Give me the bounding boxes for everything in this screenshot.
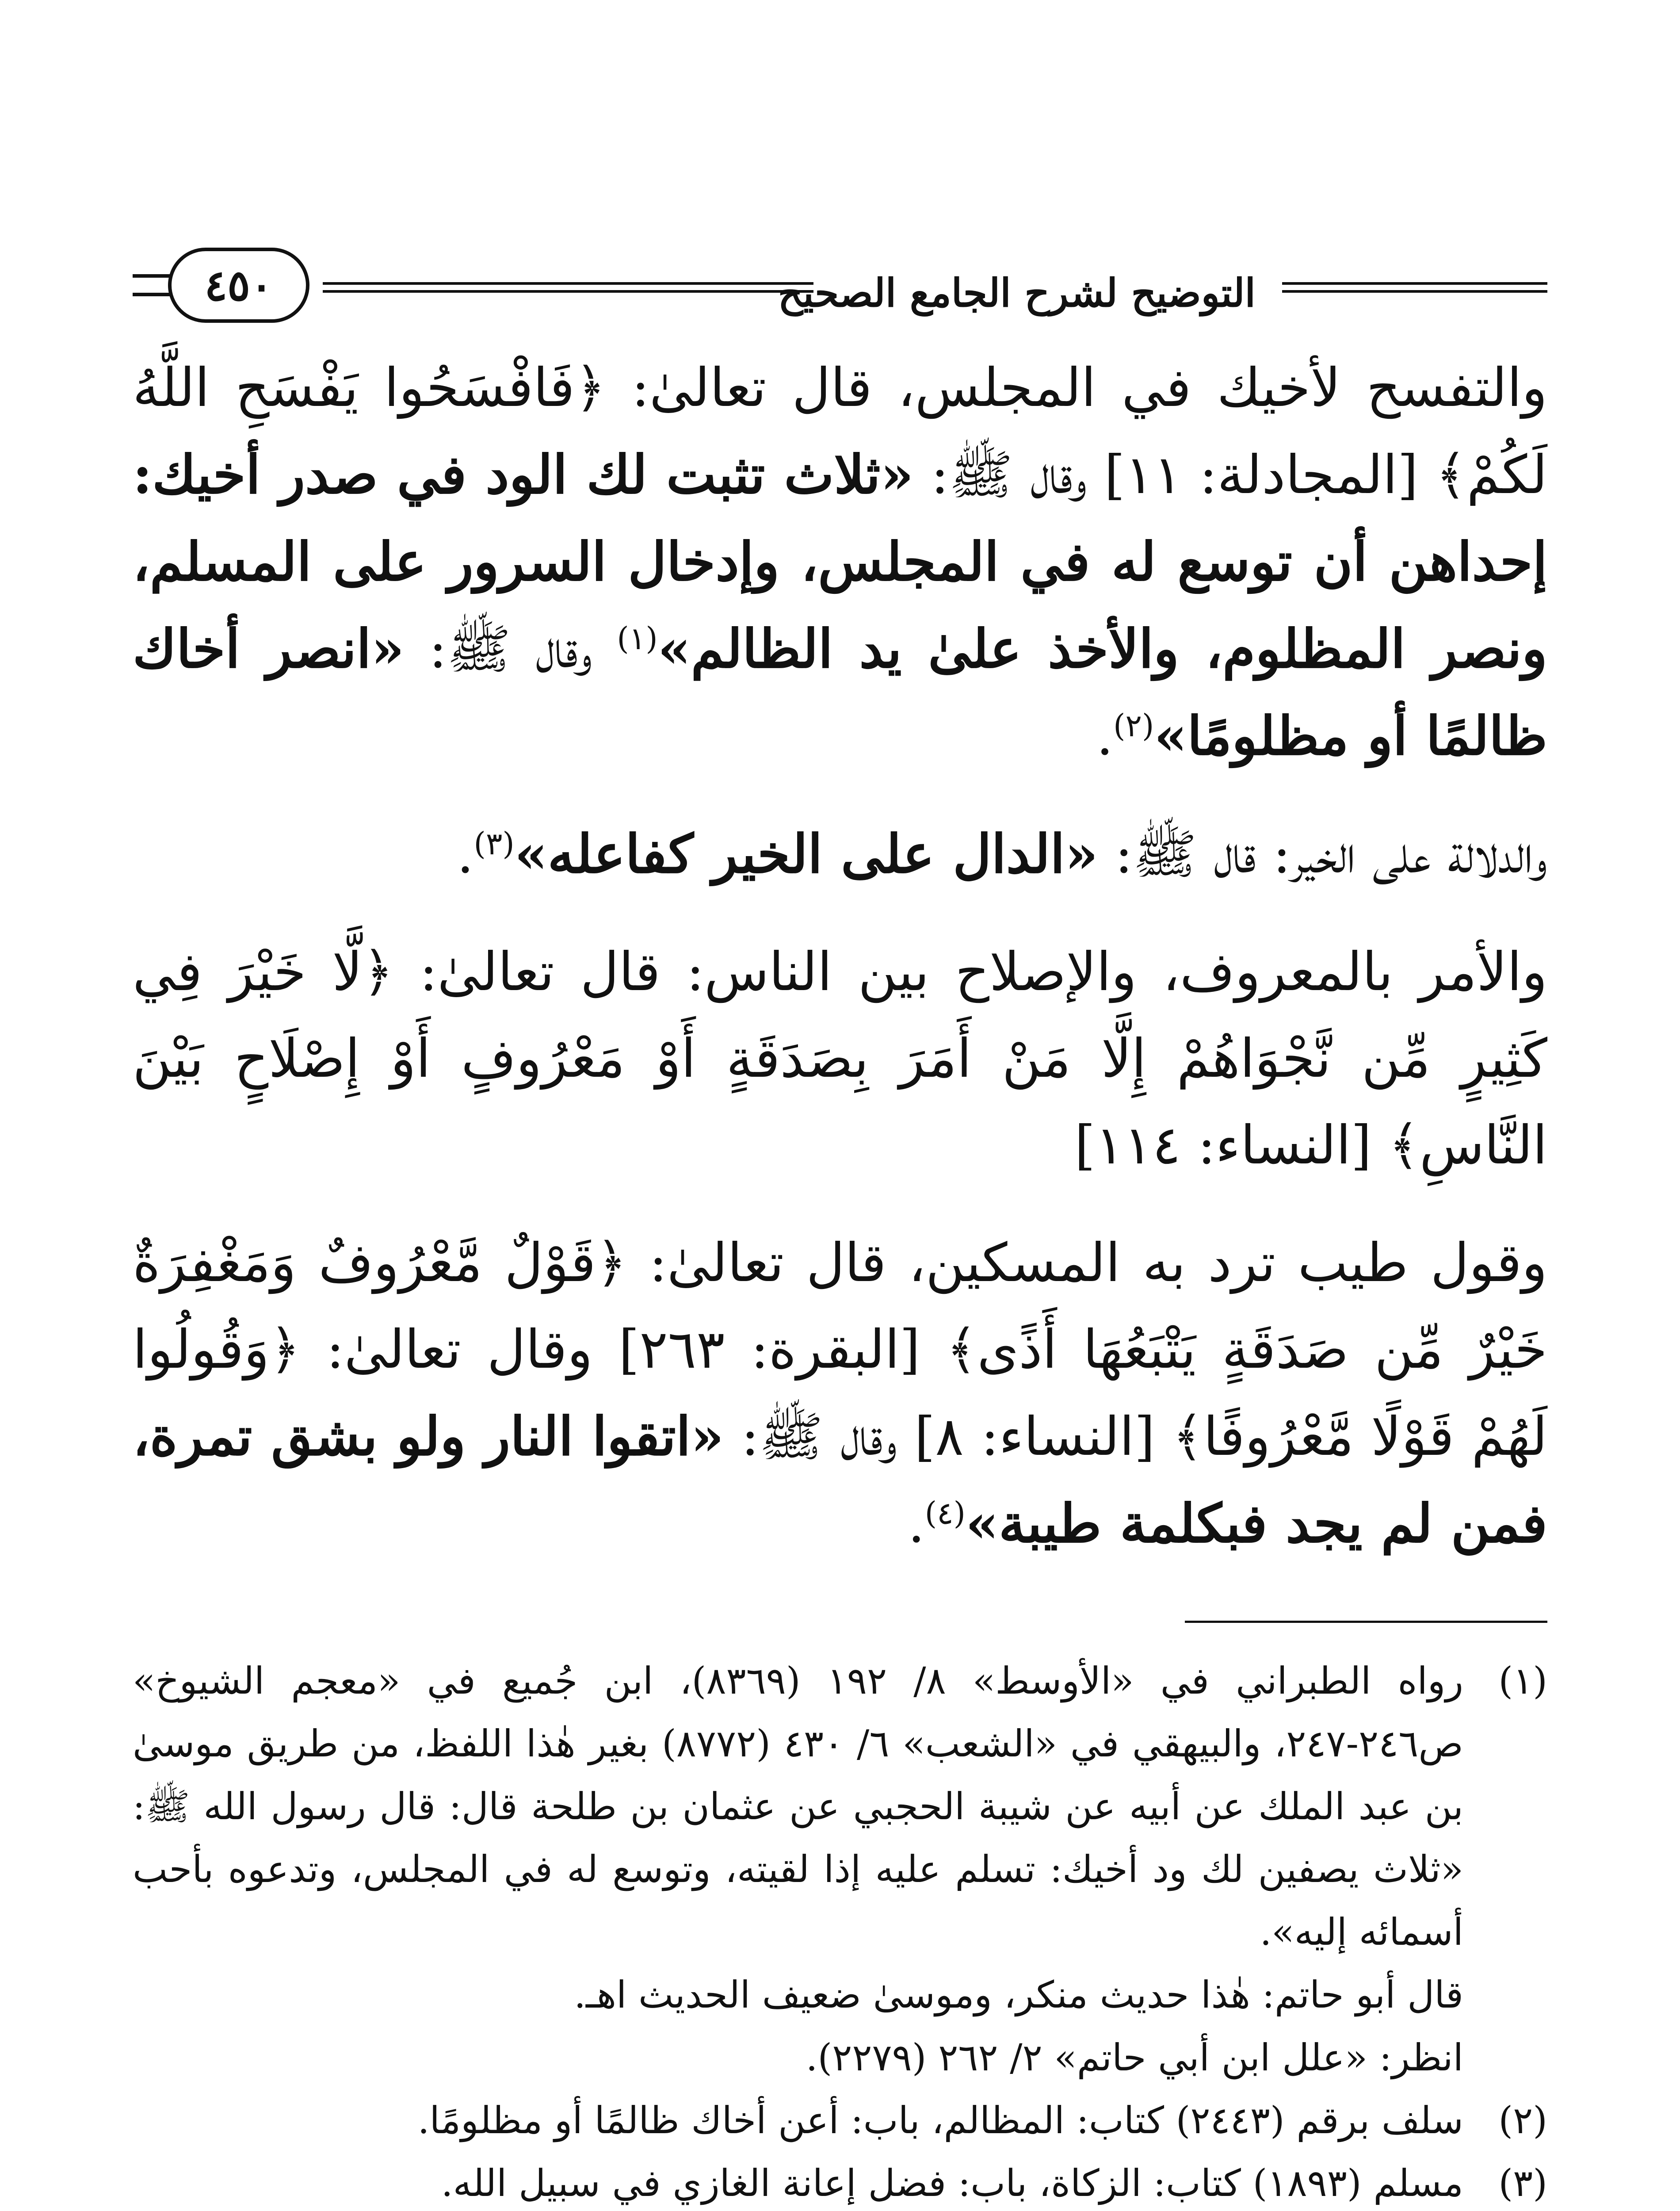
text-run: والأمر بالمعروف، والإصلاح بين الناس: قال تعالىٰ: bbox=[393, 941, 1547, 1003]
footnote bbox=[133, 2089, 1547, 2152]
hadith-text: «اتقوا النار ولو بشق تمرة، فمن لم يجد فبكلمة طيبة» bbox=[133, 1405, 1547, 1555]
paragraph-dalala bbox=[133, 811, 1547, 898]
header-rule-right bbox=[1282, 282, 1547, 293]
book-page bbox=[133, 248, 1547, 2211]
page-number: ٤٥٠ bbox=[168, 248, 309, 323]
footnote-continuation: قال أبو حاتم: هٰذا حديث منكر، وموسىٰ ضعيف الحديث اهـ. bbox=[574, 1973, 1463, 2016]
header-rule-left bbox=[323, 282, 813, 293]
text-run: وقول طيب ترد به المسكين، قال تعالىٰ: bbox=[627, 1232, 1547, 1294]
verse-reference: [النساء: ٨] وقال ﷺ: bbox=[724, 1406, 1172, 1468]
text-run: . bbox=[908, 1493, 925, 1555]
text-run: . bbox=[457, 824, 474, 885]
hadith-text: «ثلاث تثبت لك الود في صدر أخيك: إحداهن أن توسع له في المجلس، وإدخال السرور على المسلم، ونصر المظلوم، والأخذ علىٰ يد الظالم» bbox=[133, 444, 1547, 680]
verse-reference: [البقرة: ٢٦٣] وقال تعالىٰ: bbox=[300, 1319, 946, 1381]
footnote-number: (٢) bbox=[1498, 2099, 1547, 2142]
paragraph-qawl-tayyib bbox=[133, 1220, 1547, 1568]
paragraph-tafassuh bbox=[133, 345, 1547, 780]
running-title: التوضيح لشرح الجامع الصحيح bbox=[778, 270, 1256, 316]
quran-verse: ﴿وَقُولُوا لَهُمْ قَوْلًا مَّعْرُوفًا﴾ bbox=[133, 1319, 1548, 1468]
footnote-marker: (٢) bbox=[1113, 708, 1154, 744]
page-header bbox=[133, 248, 1547, 345]
footnote-separator bbox=[1185, 1621, 1547, 1623]
footnote-marker: (١) bbox=[617, 620, 658, 657]
quran-verse: ﴿قَوْلٌ مَّعْرُوفٌ وَمَغْفِرَةٌ خَيْرٌ مِّن صَدَقَةٍ يَتْبَعُهَا أَذًى﴾ bbox=[133, 1232, 1547, 1381]
footnotes bbox=[133, 1649, 1547, 2211]
footnote-continuation: انظر: «علل ابن أبي حاتم» ٢/ ٢٦٢ (٢٢٧٩). bbox=[806, 2036, 1463, 2079]
footnote-marker: (٣) bbox=[473, 826, 515, 862]
verse-reference: [النساء: ١١٤] bbox=[1074, 1115, 1389, 1176]
footnote-marker: (٤) bbox=[924, 1495, 966, 1531]
footnote-number: (٣) bbox=[1498, 2161, 1547, 2205]
text-run: والتفسح لأخيك في المجلس، قال تعالىٰ: bbox=[606, 357, 1547, 419]
footnote-text: رواه الطبراني في «الأوسط» ٨/ ١٩٢ (٨٣٦٩)، ابن جُميع في «معجم الشيوخ» ص٢٤٦-٢٤٧، والبيهقي في «الشعب» ٦/ ٤٣٠ (٨٧٧٢) بغير هٰذا اللفظ، من طريق موسىٰ بن عبد الملك عن أبيه عن شيبة الحجبي عن عثمان بن طلحة قال: قال رسول الله ﷺ: «ثلاث يصفين لك ود أخيك: تسلم عليه إذا لقيته، وتوسع له في المجلس، وتدعوه بأحب أسمائه إليه». bbox=[133, 1659, 1463, 1954]
text-run: وقال ﷺ: bbox=[404, 619, 617, 680]
text-run: والدلالة على الخير: قال ﷺ: bbox=[1098, 824, 1547, 885]
footnote-text: مسلم (١٨٩٣) كتاب: الزكاة، باب: فضل إعانة الغازي في سبيل الله. bbox=[441, 2161, 1463, 2205]
hadith-text: «انصر أخاك ظالمًا أو مظلومًا» bbox=[133, 618, 1547, 767]
footnote bbox=[133, 1649, 1547, 1963]
hadith-text: «الدال على الخير كفاعله» bbox=[514, 823, 1098, 885]
quran-verse: ﴿فَافْسَحُوا يَفْسَحِ اللَّهُ لَكُمْ﴾ bbox=[133, 357, 1548, 506]
paragraph-amr-bil-maruf bbox=[133, 929, 1547, 1189]
footnote-number: (١) bbox=[1498, 1659, 1547, 1702]
quran-verse: ﴿لَّا خَيْرَ فِي كَثِيرٍ مِّن نَّجْوَاهُمْ إِلَّا مَنْ أَمَرَ بِصَدَقَةٍ أَوْ مَعْرُوفٍ أَوْ إِصْلَاحٍ بَيْنَ النَّاسِ﴾ bbox=[133, 941, 1547, 1176]
footnote bbox=[133, 2152, 1547, 2211]
verse-reference: [المجادلة: ١١] وقال ﷺ: bbox=[913, 444, 1436, 506]
footnote-text: سلف برقم (٢٤٤٣) كتاب: المظالم، باب: أعن أخاك ظالمًا أو مظلومًا. bbox=[417, 2099, 1463, 2142]
text-run: . bbox=[1096, 706, 1114, 767]
